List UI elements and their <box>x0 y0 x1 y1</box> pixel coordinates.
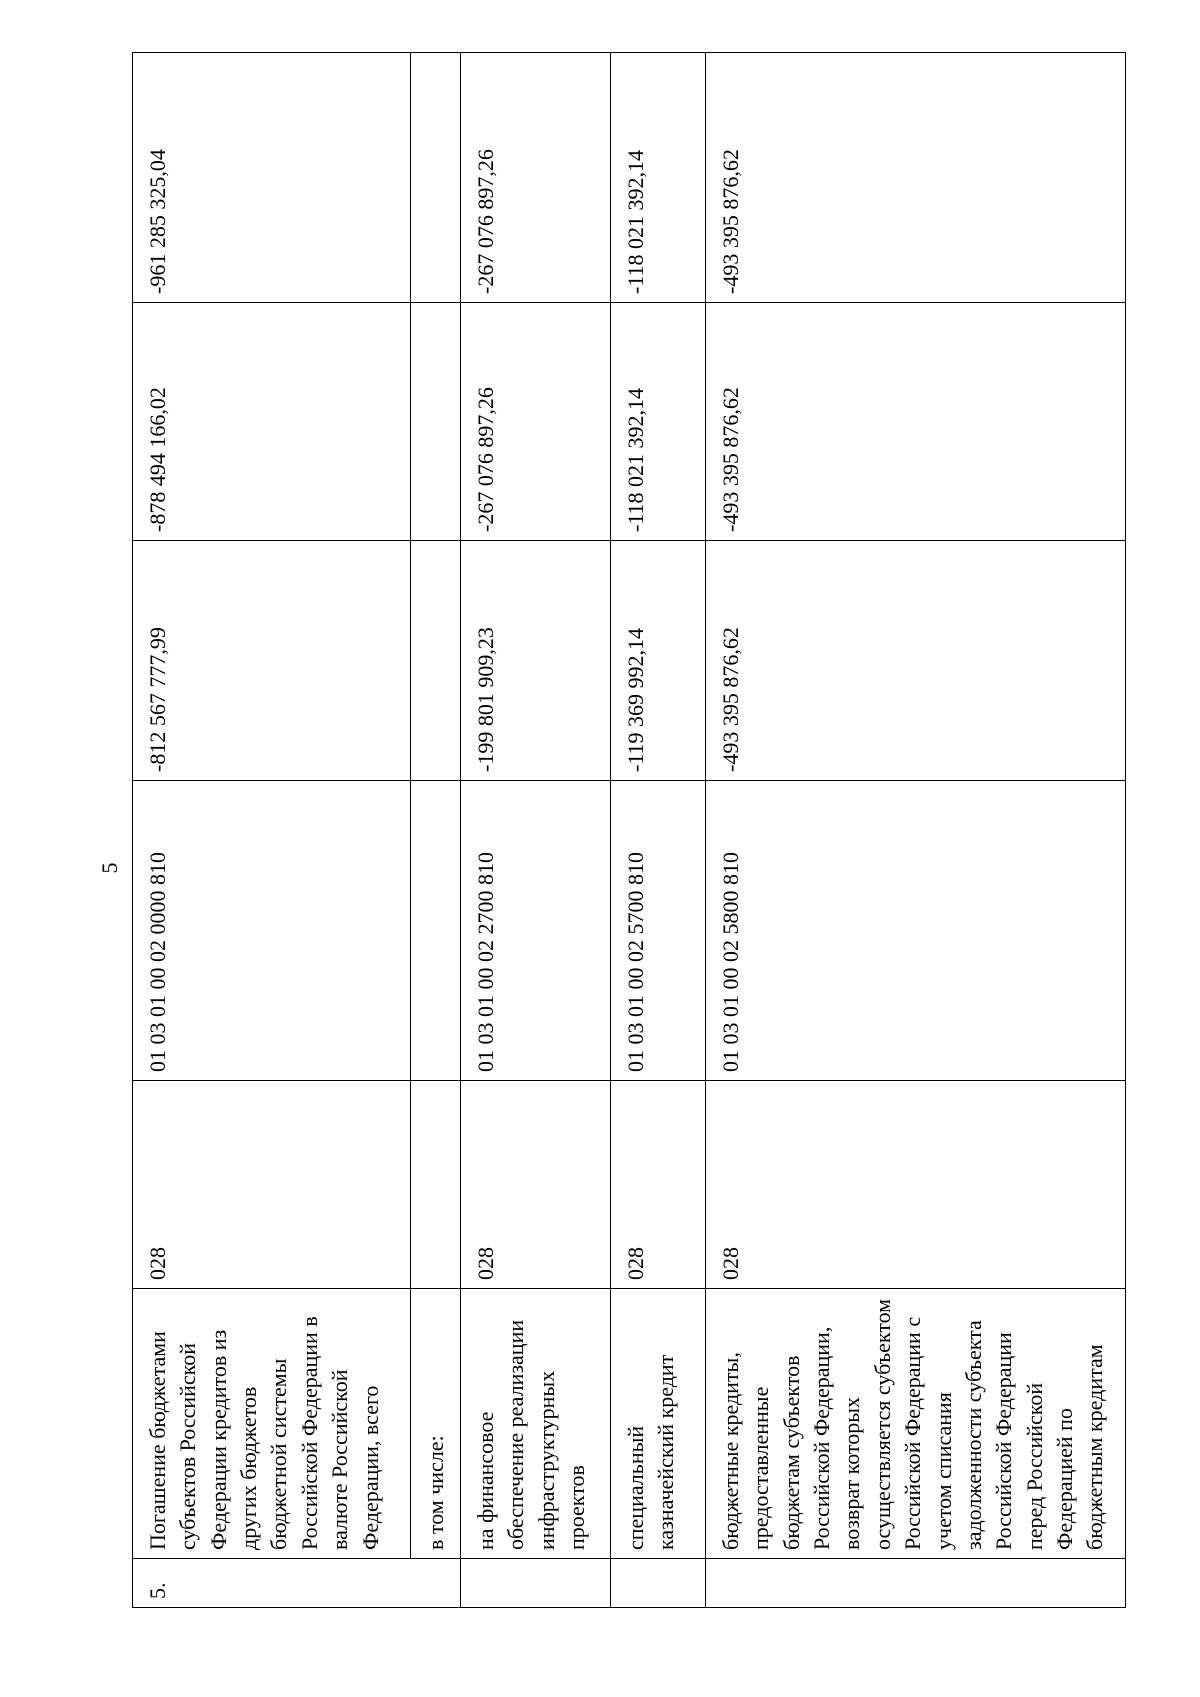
value-3: -961 285 325,04 <box>133 53 411 303</box>
value-3: -267 076 897,26 <box>461 53 611 303</box>
row-number <box>706 1559 1126 1608</box>
budget-code: 01 03 01 00 02 5700 810 <box>611 781 706 1081</box>
table-row <box>461 53 611 1608</box>
budget-code <box>411 781 461 1081</box>
value-2 <box>411 303 461 541</box>
value-3: -118 021 392,14 <box>611 53 706 303</box>
table-row <box>611 53 706 1608</box>
row-number <box>411 1559 461 1608</box>
admin-code <box>411 1081 461 1289</box>
admin-code: 028 <box>461 1081 611 1289</box>
value-2: -878 494 166,02 <box>133 303 411 541</box>
admin-code: 028 <box>706 1081 1126 1289</box>
value-2: -493 395 876,62 <box>706 303 1126 541</box>
admin-code: 028 <box>611 1081 706 1289</box>
row-number <box>461 1559 611 1608</box>
row-name: на финансовое обеспечение реализации инфраструктурных проектов <box>461 1289 611 1559</box>
rotated-table-wrapper <box>132 53 1125 1608</box>
row-number <box>611 1559 706 1608</box>
row-name: бюджетные кредиты, предоставленные бюджетам субъектов Российской Федерации, возврат которых осуществляется субъектом Российской Федерации с учетом списания задолженности субъекта Российской Федерации перед Российской Федерацией по бюджетным кредитам <box>706 1289 1126 1559</box>
row-name: Погашение бюджетами субъектов Российской Федерации кредитов из других бюджетов бюджетной системы Российской Федерации в валюте Российской Федерации, всего <box>133 1289 411 1559</box>
table-row <box>133 53 411 1608</box>
value-1: -119 369 992,14 <box>611 541 706 781</box>
value-3: -493 395 876,62 <box>706 53 1126 303</box>
value-1: -199 801 909,23 <box>461 541 611 781</box>
budget-table <box>132 52 1126 1608</box>
row-number: 5. <box>133 1559 411 1608</box>
value-1: -812 567 777,99 <box>133 541 411 781</box>
value-1 <box>411 541 461 781</box>
page-number: 5 <box>97 862 122 874</box>
budget-code: 01 03 01 00 02 2700 810 <box>461 781 611 1081</box>
table-row <box>411 53 461 1608</box>
value-2: -118 021 392,14 <box>611 303 706 541</box>
admin-code: 028 <box>133 1081 411 1289</box>
value-2: -267 076 897,26 <box>461 303 611 541</box>
row-name: в том числе: <box>411 1289 461 1559</box>
table-row <box>706 53 1126 1608</box>
budget-code: 01 03 01 00 02 5800 810 <box>706 781 1126 1081</box>
row-name: специальный казначейский кредит <box>611 1289 706 1559</box>
value-1: -493 395 876,62 <box>706 541 1126 781</box>
budget-code: 01 03 01 00 02 0000 810 <box>133 781 411 1081</box>
value-3 <box>411 53 461 303</box>
